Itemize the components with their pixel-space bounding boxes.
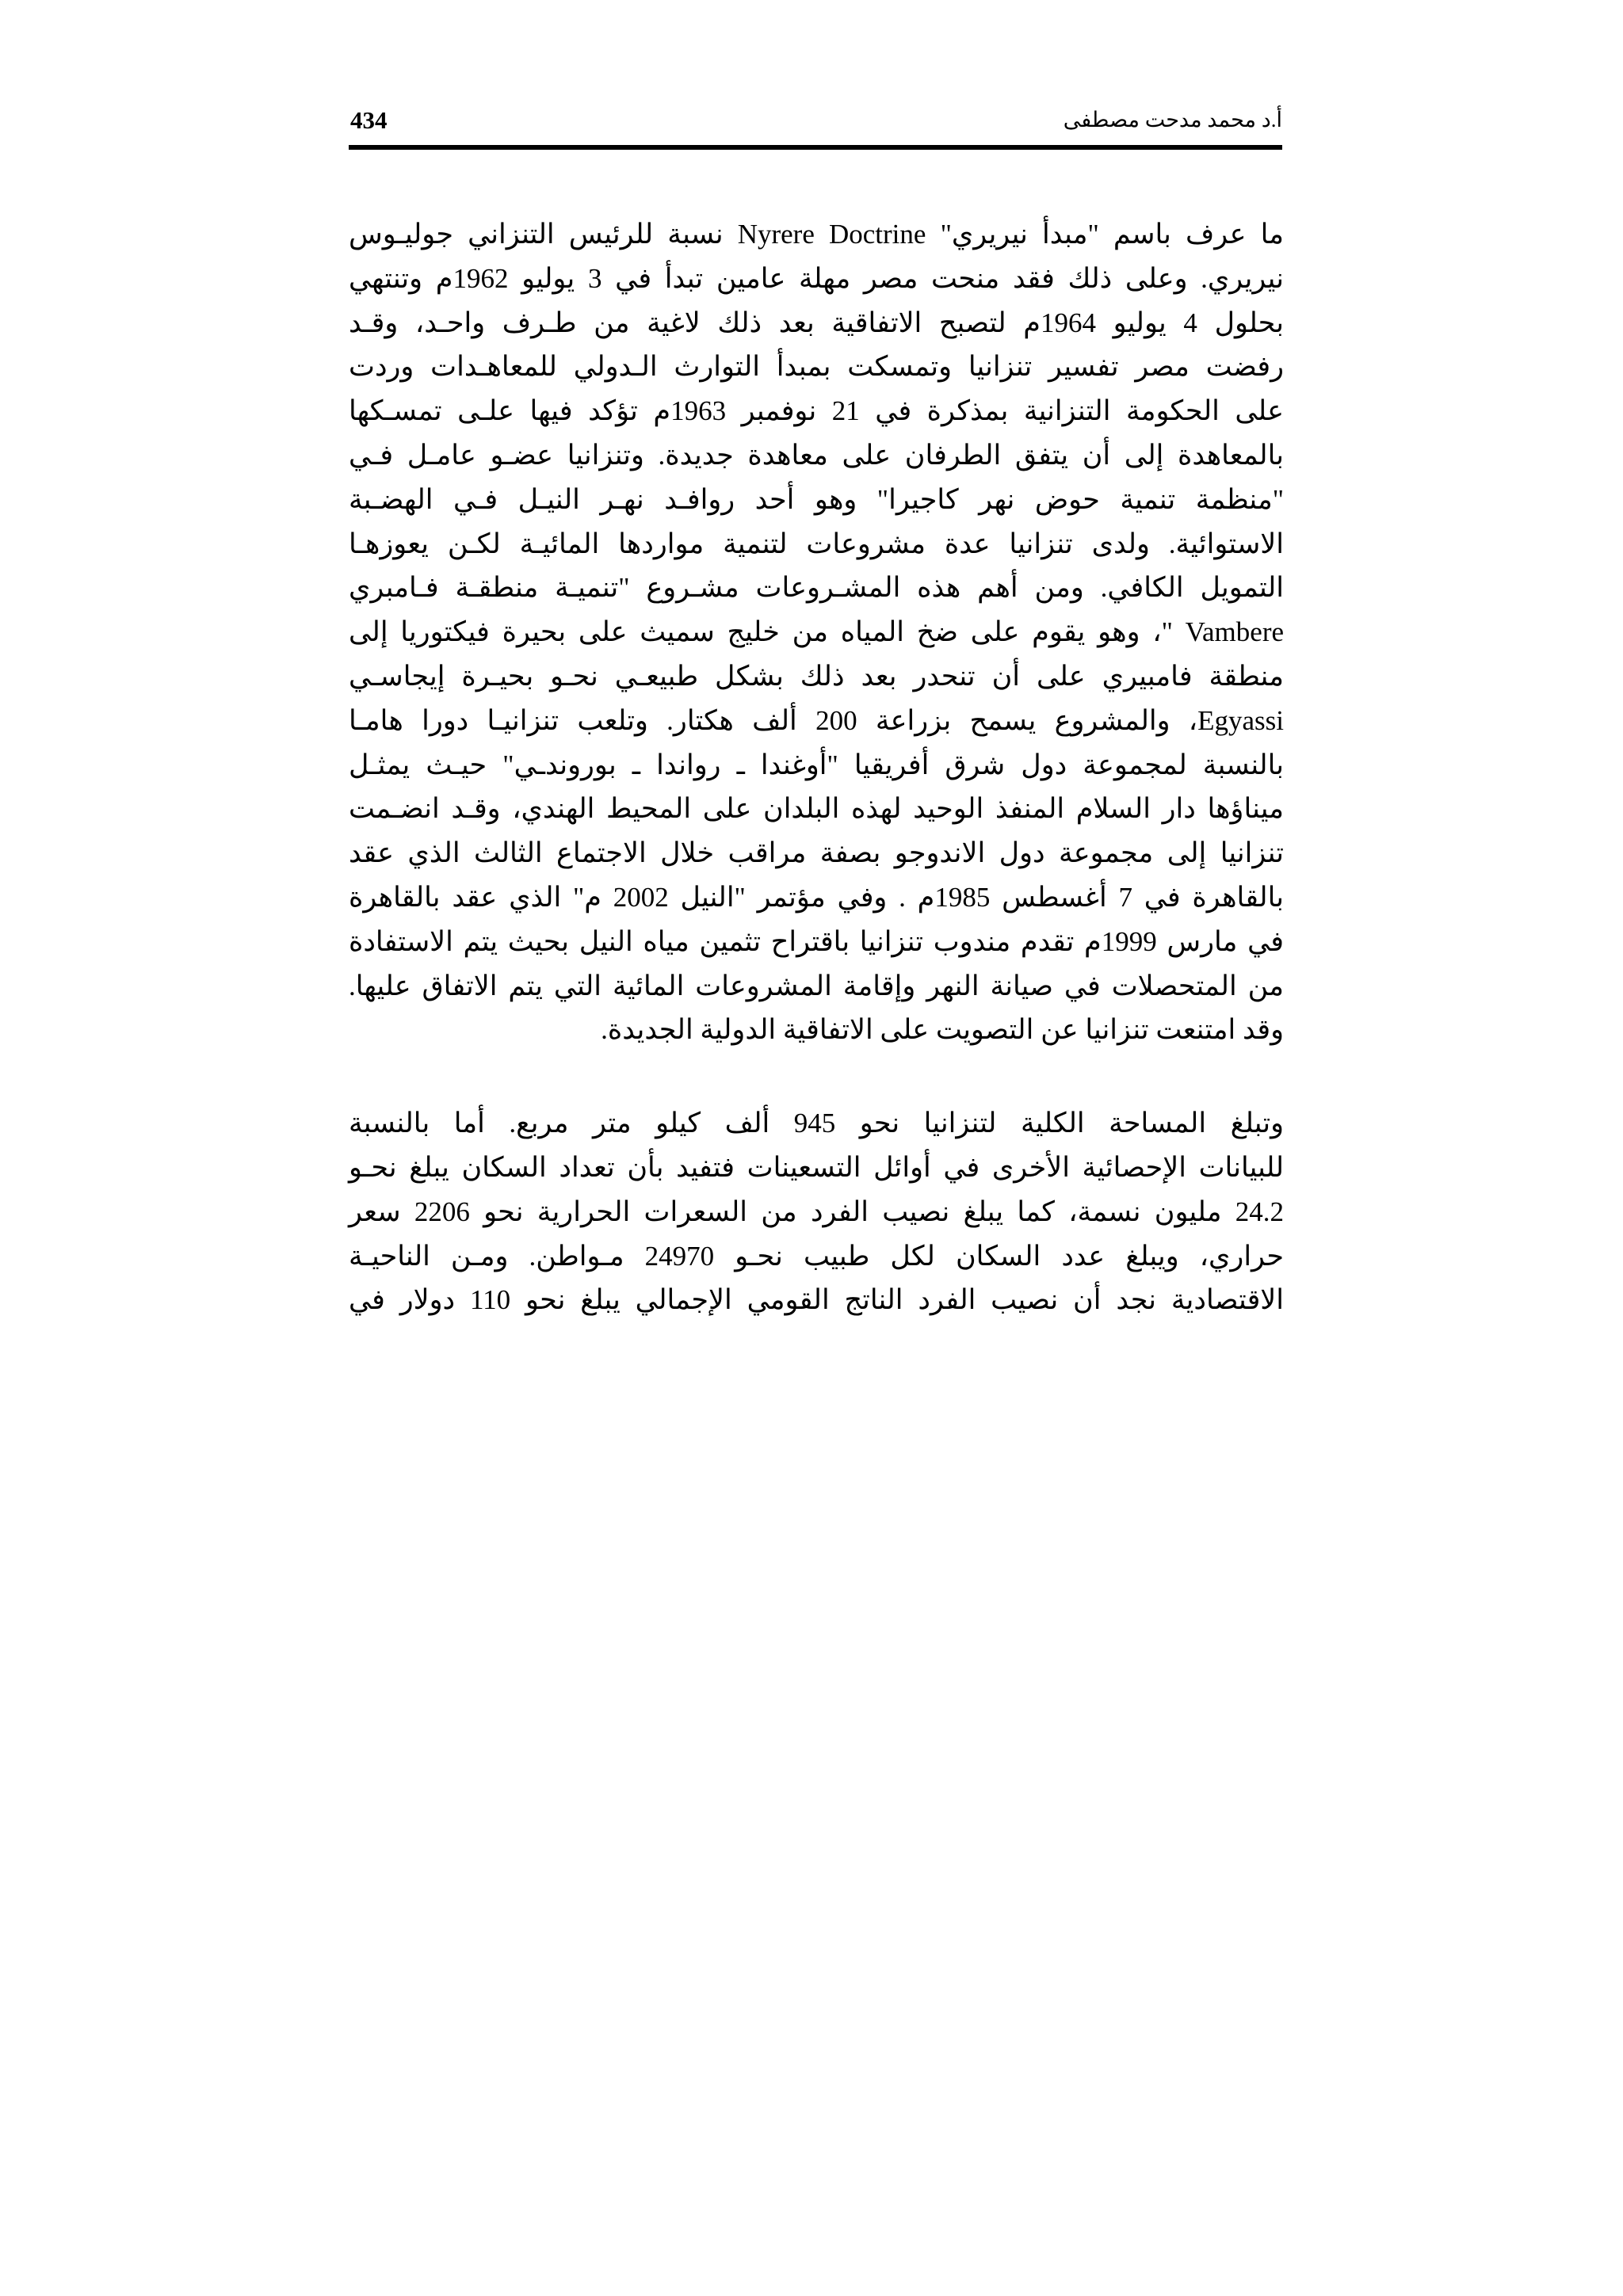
text-line: Vambere "، وهو يقوم على ضخ المياه من خليج سميث على بحيرة فيكتوريا إلى <box>349 616 1285 648</box>
text-line: وقد امتنعت تنزانيا عن التصويت على الاتفاقية الدولية الجديدة. <box>601 1014 1284 1046</box>
text-line: للبيانات الإحصائية الأخرى في أوائل التسعينات فتفيد بأن تعداد السكان يبلغ نحـو <box>349 1151 1284 1183</box>
header-rule <box>349 145 1282 150</box>
text-line: بحلول 4 يوليو 1964م لتصبح الاتفاقية بعد ذلك لاغية من طـرف واحـد، وقـد <box>349 307 1285 338</box>
text-line: بالمعاهدة إلى أن يتفق الطرفان على معاهدة جديدة. وتنزانيا عضـو عامـل فـي <box>349 439 1284 471</box>
page-header <box>349 101 1282 149</box>
text-line: في مارس 1999م تقدم مندوب تنزانيا باقتراح تثمين مياه النيل بحيث يتم الاستفادة <box>349 925 1284 957</box>
running-header-author: أ.د محمد مدحت مصطفى <box>1063 108 1282 132</box>
text-line: تنزانيا إلى مجموعة دول الاندوجو بصفة مراقب خلال الاجتماع الثالث الذي عقد <box>349 837 1284 869</box>
text-line: 24.2 مليون نسمة، كما يبلغ نصيب الفرد من السعرات الحرارية نحو 2206 سعر <box>349 1196 1284 1227</box>
text-line: بالنسبة لمجموعة دول شرق أفريقيا "أوغندا ـ رواندا ـ بوروندـي" حيـث يمثـل <box>349 749 1284 780</box>
text-line: الاستوائية. ولدى تنزانيا عدة مشروعات لتنمية مواردها المائيـة لكـن يعوزهـا <box>349 528 1284 559</box>
body-text <box>349 212 1284 1322</box>
text-line: وتبلغ المساحة الكلية لتنزانيا نحو 945 ألف كيلو متر مربع. أما بالنسبة <box>349 1108 1284 1139</box>
paragraph-2 <box>349 1101 1284 1322</box>
text-line: الاقتصادية نجد أن نصيب الفرد الناتج القومي الإجمالي يبلغ نحو 110 دولار في <box>349 1284 1284 1316</box>
text-line: Egyassi، والمشروع يسمح بزراعة 200 ألف هكتار. وتلعب تنزانيـا دورا هامـا <box>349 704 1284 736</box>
text-line: التمويل الكافي. ومن أهم هذه المشـروعات مشـروع "تنميـة منطقـة فـامبري <box>349 572 1284 604</box>
text-line: ما عرف باسم "مبدأ نيريري" Nyrere Doctrine نسبة للرئيس التنزاني جوليـوس <box>349 219 1284 250</box>
text-line: منطقة فامبيري على أن تنحدر بعد ذلك بشكل طبيعـي نحـو بحيـرة إيجاسـي <box>349 660 1284 692</box>
text-line: من المتحصلات في صيانة النهر وإقامة المشروعات المائية التي يتم الاتفاق عليها. <box>349 970 1284 1001</box>
text-line: بالقاهرة في 7 أغسطس 1985م . وفي مؤتمر "النيل 2002 م" الذي عقد بالقاهرة <box>349 881 1284 913</box>
paragraph-gap <box>349 1052 1284 1101</box>
text-line: ميناؤها دار السلام المنفذ الوحيد لهذه البلدان على المحيط الهندي، وقـد انضـمت <box>349 793 1284 825</box>
text-line: نيريري. وعلى ذلك فقد منحت مصر مهلة عامين تبدأ في 3 يوليو 1962م وتنتهي <box>349 262 1284 294</box>
paragraph-1 <box>349 212 1284 1052</box>
text-line: "منظمة تنمية حوض نهر كاجيرا" وهو أحد روافـد نهـر النيـل فـي الهضـبة <box>349 483 1284 515</box>
text-line: حراري، ويبلغ عدد السكان لكل طبيب نحـو 24970 مـواطن. ومـن الناحيـة <box>349 1240 1284 1272</box>
text-line: على الحكومة التنزانية بمذكرة في 21 نوفمبر 1963م تؤكد فيها علـى تمسـكها <box>349 395 1284 427</box>
text-line: رفضت مصر تفسير تنزانيا وتمسكت بمبدأ التوارث الـدولي للمعاهـدات وردت <box>349 351 1284 383</box>
page-number: 434 <box>350 106 388 134</box>
